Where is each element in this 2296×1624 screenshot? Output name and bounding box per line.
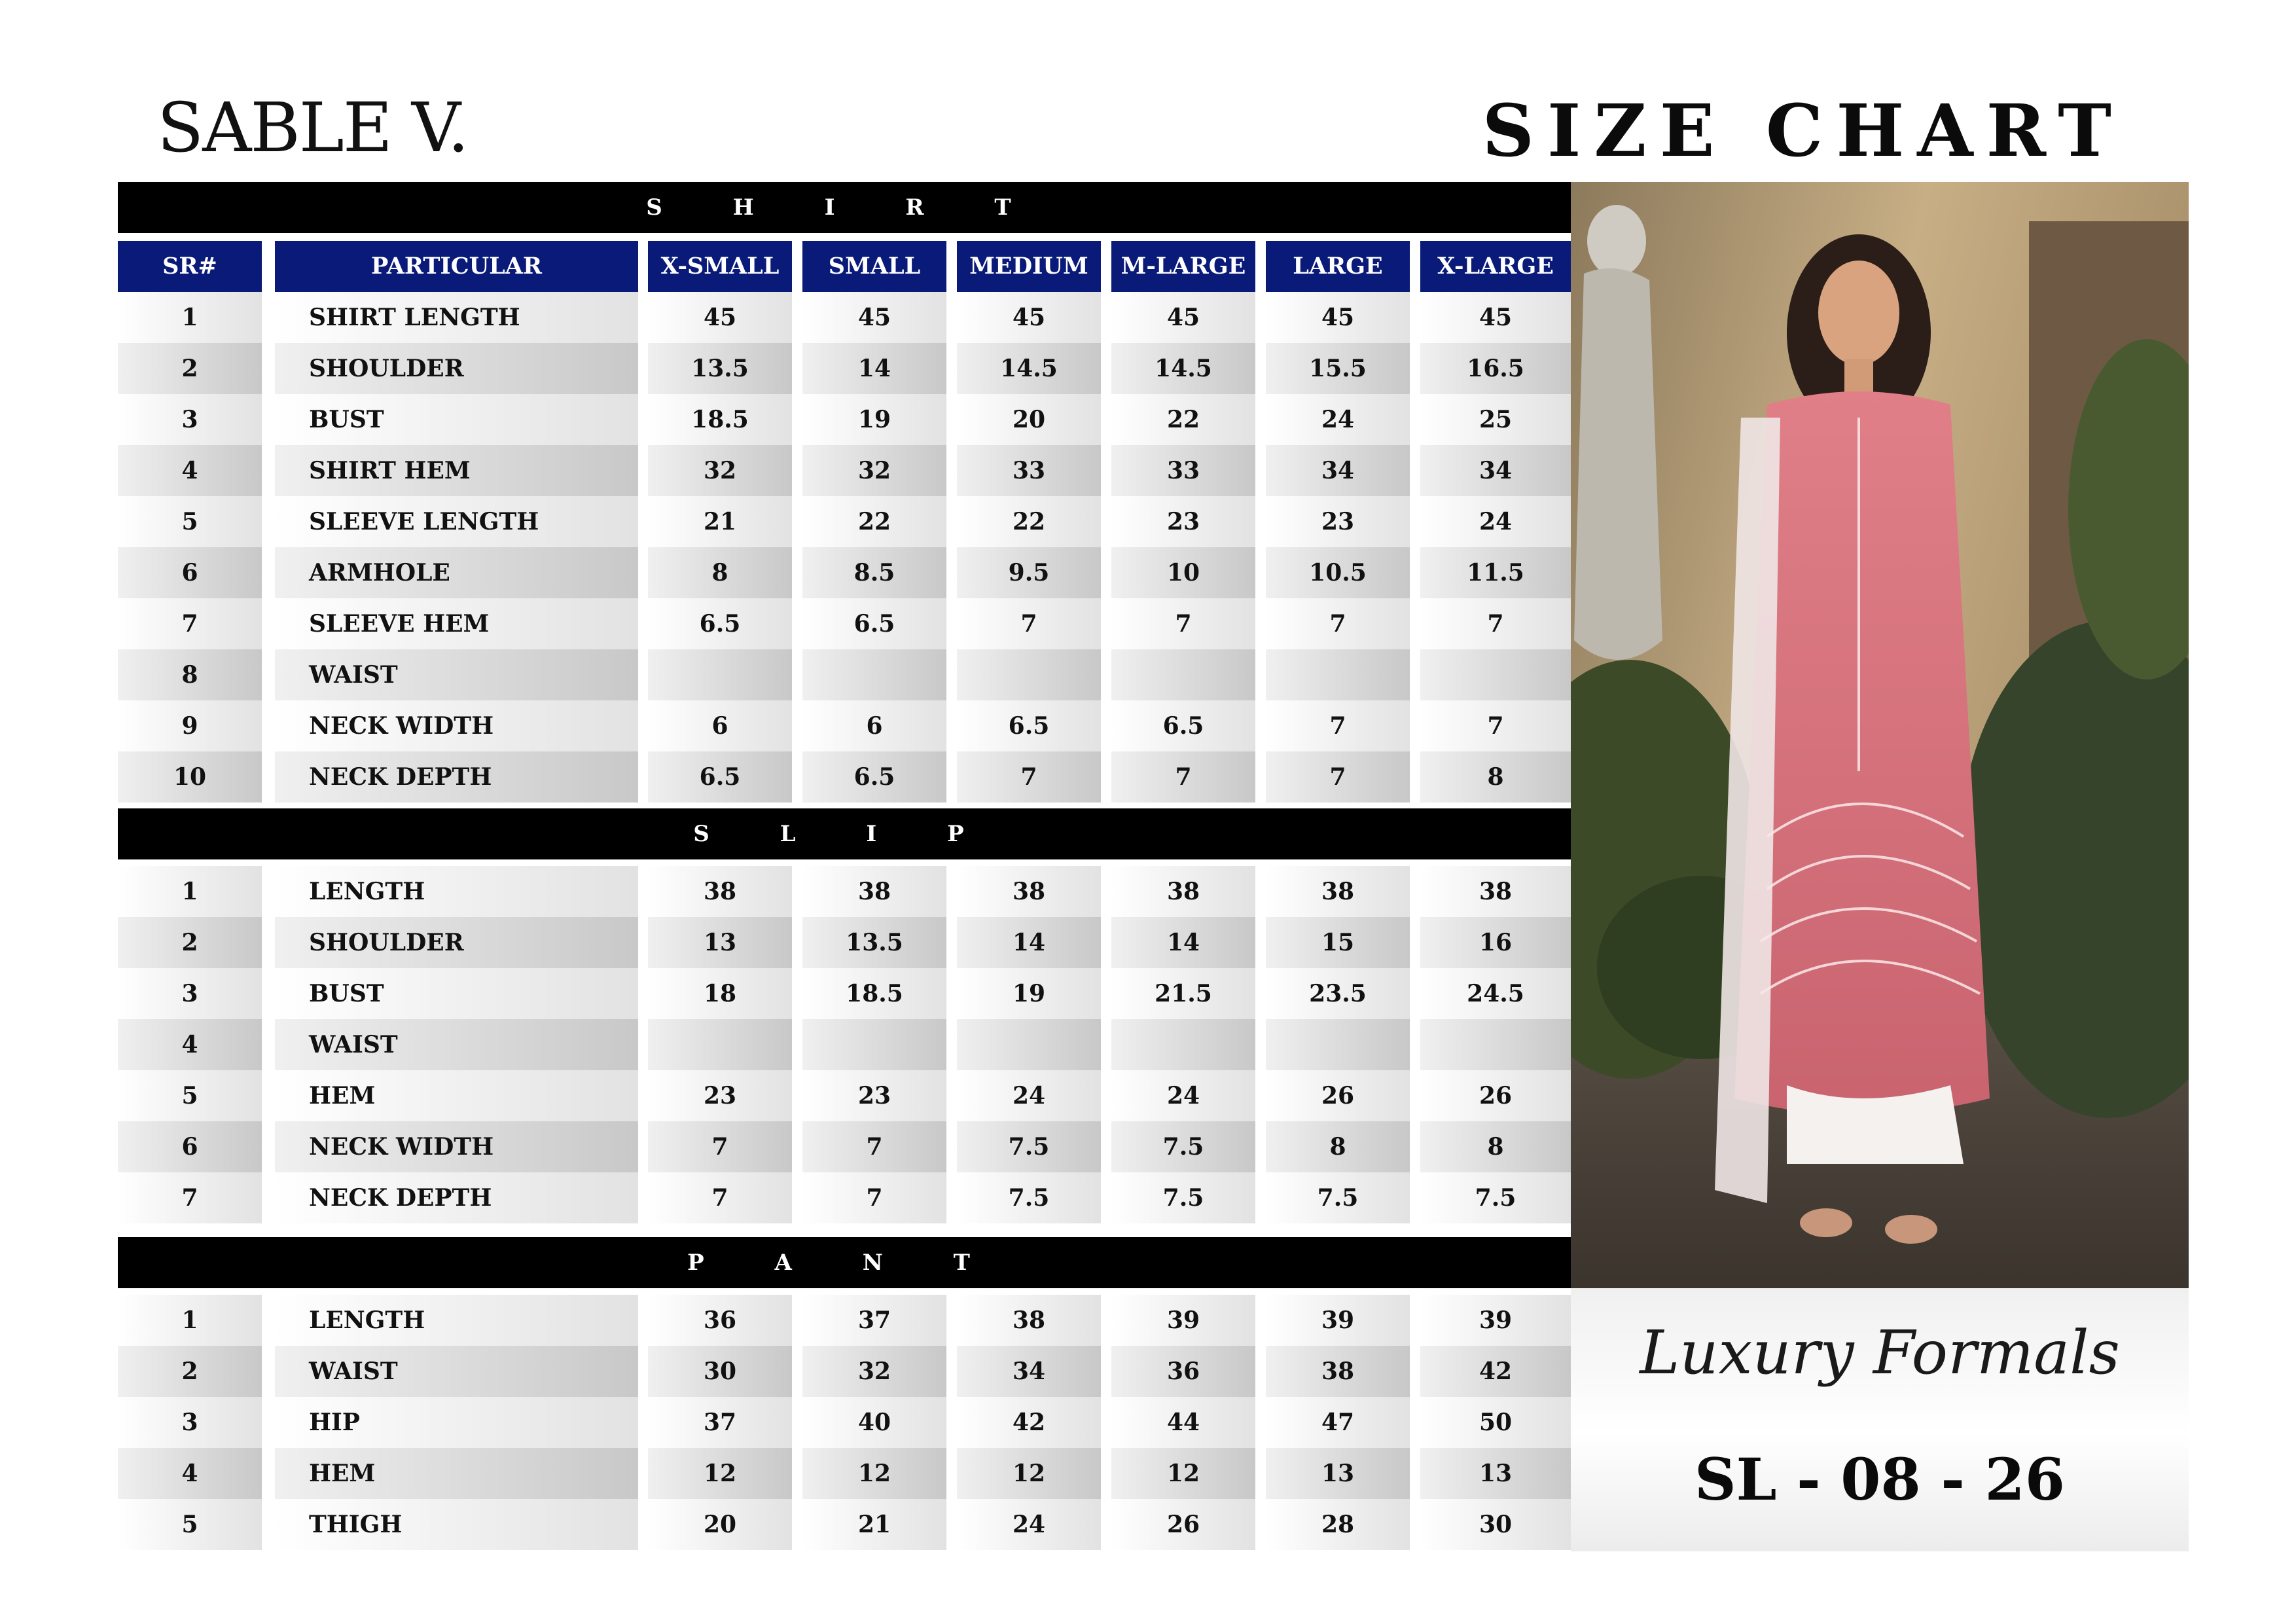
row-number: 4 [118, 445, 262, 496]
row-number: 4 [118, 1448, 262, 1499]
measurement-value: 8 [1420, 751, 1571, 803]
measurement-value: 45 [648, 292, 792, 343]
section-bar-pant: P A N T [118, 1237, 1571, 1288]
measurement-value: 24 [1266, 394, 1410, 445]
measurement-value: 7 [648, 1172, 792, 1223]
measurement-value: 18 [648, 968, 792, 1019]
measurement-value: 9.5 [957, 547, 1101, 598]
column-header-small: SMALL [802, 241, 946, 295]
measurement-name: SLEEVE HEM [275, 598, 638, 649]
measurement-name: NECK DEPTH [275, 751, 638, 803]
measurement-value [1111, 649, 1255, 700]
measurement-value: 34 [1420, 445, 1571, 496]
measurement-value: 14.5 [1111, 343, 1255, 394]
measurement-value: 10 [1111, 547, 1255, 598]
measurement-value: 39 [1266, 1295, 1410, 1346]
measurement-value: 40 [802, 1397, 946, 1448]
measurement-value: 8 [1266, 1121, 1410, 1172]
measurement-value: 39 [1420, 1295, 1571, 1346]
measurement-value: 25 [1420, 394, 1571, 445]
measurement-value: 7.5 [1420, 1172, 1571, 1223]
column-header-large: LARGE [1266, 241, 1410, 295]
measurement-value: 7 [957, 751, 1101, 803]
measurement-value: 6 [648, 700, 792, 751]
measurement-value: 14 [1111, 917, 1255, 968]
measurement-value: 6.5 [648, 751, 792, 803]
measurement-value: 38 [1266, 866, 1410, 917]
measurement-value: 23 [648, 1070, 792, 1121]
column-header-x-small: X-SMALL [648, 241, 792, 295]
measurement-value: 7 [802, 1121, 946, 1172]
row-number: 4 [118, 1019, 262, 1070]
measurement-value: 8.5 [802, 547, 946, 598]
measurement-value: 22 [1111, 394, 1255, 445]
measurement-value: 45 [1111, 292, 1255, 343]
column-header-m-large: M-LARGE [1111, 241, 1255, 295]
row-number: 2 [118, 343, 262, 394]
measurement-name: THIGH [275, 1499, 638, 1550]
measurement-value: 38 [1266, 1346, 1410, 1397]
measurement-value: 15 [1266, 917, 1410, 968]
measurement-value: 34 [1266, 445, 1410, 496]
measurement-value: 18.5 [802, 968, 946, 1019]
row-number: 5 [118, 1070, 262, 1121]
measurement-value: 45 [802, 292, 946, 343]
product-card [1571, 1288, 2189, 1551]
measurement-name: SHOULDER [275, 343, 638, 394]
measurement-value: 19 [957, 968, 1101, 1019]
section-bar-shirt: S H I R T [118, 182, 1571, 233]
measurement-name: LENGTH [275, 866, 638, 917]
measurement-value: 7.5 [1111, 1121, 1255, 1172]
measurement-value: 26 [1111, 1499, 1255, 1550]
row-number: 2 [118, 1346, 262, 1397]
row-number: 3 [118, 394, 262, 445]
measurement-value: 7 [1266, 700, 1410, 751]
measurement-value: 26 [1266, 1070, 1410, 1121]
measurement-value: 32 [648, 445, 792, 496]
measurement-value: 24.5 [1420, 968, 1571, 1019]
measurement-value: 23 [1266, 496, 1410, 547]
measurement-value [1266, 649, 1410, 700]
measurement-value [1266, 1019, 1410, 1070]
measurement-value: 37 [648, 1397, 792, 1448]
measurement-value: 21.5 [1111, 968, 1255, 1019]
measurement-value: 22 [802, 496, 946, 547]
measurement-value: 23.5 [1266, 968, 1410, 1019]
measurement-value: 24 [957, 1499, 1101, 1550]
measurement-value: 21 [802, 1499, 946, 1550]
measurement-value: 8 [648, 547, 792, 598]
measurement-value: 15.5 [1266, 343, 1410, 394]
row-number: 6 [118, 1121, 262, 1172]
measurement-value: 18.5 [648, 394, 792, 445]
measurement-value: 24 [957, 1070, 1101, 1121]
measurement-value [648, 649, 792, 700]
row-number: 3 [118, 968, 262, 1019]
article-code: SL - 08 - 26 [1695, 1445, 2065, 1513]
measurement-value: 32 [802, 445, 946, 496]
measurement-value: 24 [1111, 1070, 1255, 1121]
measurement-value: 14 [802, 343, 946, 394]
measurement-value: 7 [802, 1172, 946, 1223]
measurement-value: 22 [957, 496, 1101, 547]
section-bar-slip: S L I P [118, 808, 1571, 859]
measurement-value: 21 [648, 496, 792, 547]
measurement-value [648, 1019, 792, 1070]
measurement-value: 7 [1111, 751, 1255, 803]
measurement-value: 11.5 [1420, 547, 1571, 598]
measurement-value: 6.5 [648, 598, 792, 649]
measurement-name: NECK DEPTH [275, 1172, 638, 1223]
measurement-value: 24 [1420, 496, 1571, 547]
measurement-value: 13 [1420, 1448, 1571, 1499]
measurement-value: 14 [957, 917, 1101, 968]
measurement-name: HIP [275, 1397, 638, 1448]
measurement-name: BUST [275, 968, 638, 1019]
measurement-value: 16.5 [1420, 343, 1571, 394]
row-number: 7 [118, 1172, 262, 1223]
column-header-medium: MEDIUM [957, 241, 1101, 295]
measurement-value [957, 1019, 1101, 1070]
measurement-value: 20 [648, 1499, 792, 1550]
measurement-value [1420, 1019, 1571, 1070]
measurement-value: 42 [957, 1397, 1101, 1448]
measurement-value: 30 [1420, 1499, 1571, 1550]
tagline: Luxury Formals [1640, 1318, 2120, 1388]
measurement-value: 14.5 [957, 343, 1101, 394]
measurement-value: 39 [1111, 1295, 1255, 1346]
measurement-value: 6.5 [802, 751, 946, 803]
measurement-value: 13.5 [648, 343, 792, 394]
measurement-value: 38 [1420, 866, 1571, 917]
measurement-value: 12 [802, 1448, 946, 1499]
measurement-value: 13.5 [802, 917, 946, 968]
measurement-value: 12 [957, 1448, 1101, 1499]
measurement-value: 7.5 [1111, 1172, 1255, 1223]
measurement-value: 6.5 [802, 598, 946, 649]
measurement-value: 42 [1420, 1346, 1571, 1397]
measurement-value: 34 [957, 1346, 1101, 1397]
measurement-value: 12 [648, 1448, 792, 1499]
column-header-sr: SR# [118, 241, 262, 295]
measurement-value [1111, 1019, 1255, 1070]
row-number: 7 [118, 598, 262, 649]
measurement-value: 50 [1420, 1397, 1571, 1448]
measurement-value: 13 [1266, 1448, 1410, 1499]
row-number: 1 [118, 292, 262, 343]
measurement-value: 30 [648, 1346, 792, 1397]
measurement-value: 8 [1420, 1121, 1571, 1172]
measurement-name: NECK WIDTH [275, 1121, 638, 1172]
measurement-value: 20 [957, 394, 1101, 445]
measurement-value: 7 [1420, 700, 1571, 751]
measurement-name: NECK WIDTH [275, 700, 638, 751]
measurement-value [802, 649, 946, 700]
measurement-value: 10.5 [1266, 547, 1410, 598]
measurement-value [802, 1019, 946, 1070]
measurement-value: 38 [957, 1295, 1101, 1346]
measurement-value: 37 [802, 1295, 946, 1346]
measurement-value: 28 [1266, 1499, 1410, 1550]
measurement-value: 7 [1420, 598, 1571, 649]
measurement-value: 7.5 [957, 1121, 1101, 1172]
measurement-value: 7 [957, 598, 1101, 649]
measurement-name: SLEEVE LENGTH [275, 496, 638, 547]
measurement-value: 6.5 [1111, 700, 1255, 751]
measurement-name: SHOULDER [275, 917, 638, 968]
measurement-name: WAIST [275, 1019, 638, 1070]
row-number: 1 [118, 866, 262, 917]
measurement-value: 7 [648, 1121, 792, 1172]
row-number: 5 [118, 1499, 262, 1550]
measurement-value: 7 [1266, 751, 1410, 803]
measurement-value: 6 [802, 700, 946, 751]
column-header-particular: PARTICULAR [275, 241, 638, 295]
row-number: 9 [118, 700, 262, 751]
measurement-value: 7 [1266, 598, 1410, 649]
row-number: 10 [118, 751, 262, 803]
measurement-value [1420, 649, 1571, 700]
measurement-value: 19 [802, 394, 946, 445]
row-number: 1 [118, 1295, 262, 1346]
measurement-value: 45 [1266, 292, 1410, 343]
measurement-value: 26 [1420, 1070, 1571, 1121]
row-number: 8 [118, 649, 262, 700]
measurement-value: 7.5 [957, 1172, 1101, 1223]
measurement-value: 36 [648, 1295, 792, 1346]
measurement-value: 33 [1111, 445, 1255, 496]
measurement-value: 44 [1111, 1397, 1255, 1448]
measurement-value: 7.5 [1266, 1172, 1410, 1223]
measurement-value: 36 [1111, 1346, 1255, 1397]
measurement-value: 23 [1111, 496, 1255, 547]
measurement-value: 38 [802, 866, 946, 917]
measurement-value: 45 [1420, 292, 1571, 343]
measurement-value: 12 [1111, 1448, 1255, 1499]
page-title: SIZE CHART [1482, 88, 2125, 173]
measurement-value: 33 [957, 445, 1101, 496]
brand-logo: SABLE V. [157, 88, 468, 168]
measurement-value: 38 [957, 866, 1101, 917]
model-photo [1571, 182, 2189, 1288]
row-number: 6 [118, 547, 262, 598]
column-header-x-large: X-LARGE [1420, 241, 1571, 295]
measurement-value [957, 649, 1101, 700]
measurement-value: 6.5 [957, 700, 1101, 751]
row-number: 3 [118, 1397, 262, 1448]
measurement-name: WAIST [275, 1346, 638, 1397]
measurement-name: HEM [275, 1448, 638, 1499]
measurement-name: HEM [275, 1070, 638, 1121]
measurement-name: SHIRT HEM [275, 445, 638, 496]
measurement-name: BUST [275, 394, 638, 445]
measurement-value: 13 [648, 917, 792, 968]
measurement-value: 32 [802, 1346, 946, 1397]
measurement-value: 16 [1420, 917, 1571, 968]
measurement-name: WAIST [275, 649, 638, 700]
row-number: 2 [118, 917, 262, 968]
measurement-value: 38 [1111, 866, 1255, 917]
measurement-name: SHIRT LENGTH [275, 292, 638, 343]
measurement-name: ARMHOLE [275, 547, 638, 598]
measurement-value: 7 [1111, 598, 1255, 649]
measurement-value: 45 [957, 292, 1101, 343]
measurement-value: 47 [1266, 1397, 1410, 1448]
row-number: 5 [118, 496, 262, 547]
measurement-value: 38 [648, 866, 792, 917]
measurement-value: 23 [802, 1070, 946, 1121]
measurement-name: LENGTH [275, 1295, 638, 1346]
